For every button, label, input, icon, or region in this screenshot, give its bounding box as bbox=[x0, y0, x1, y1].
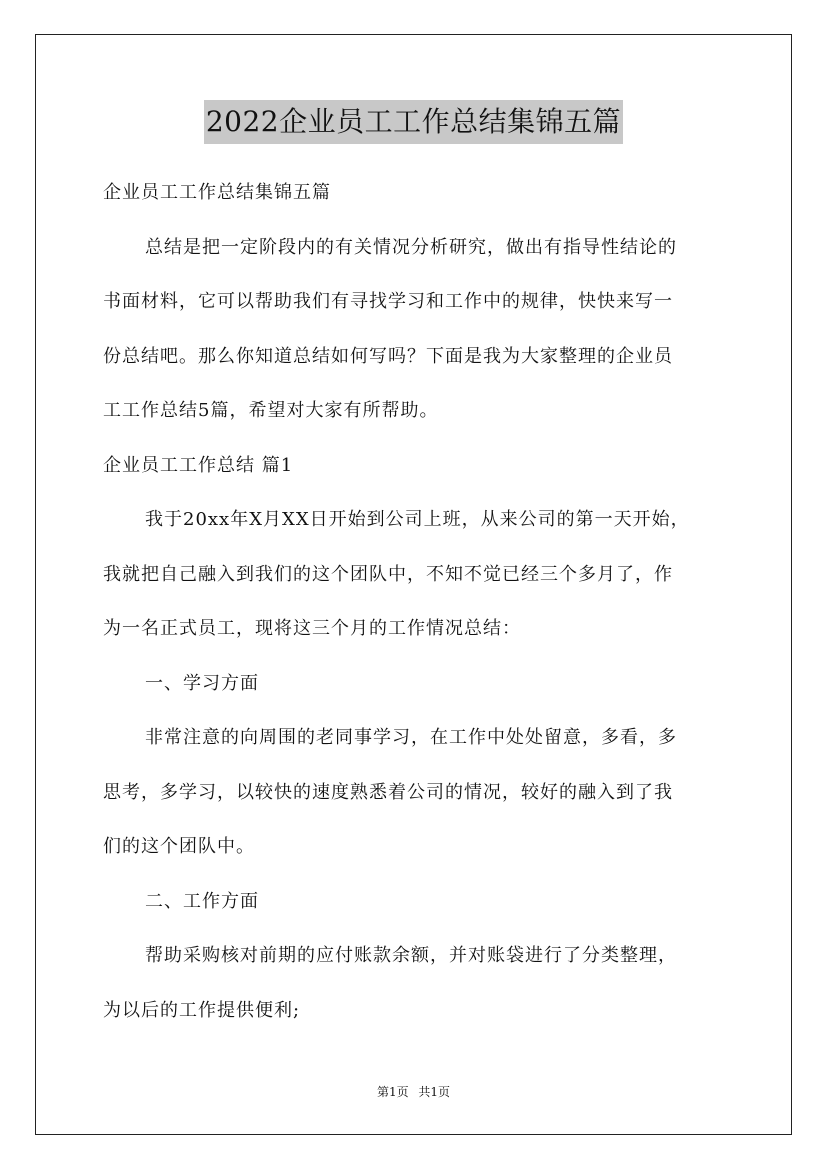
paragraph-line: 为以后的工作提供便利; bbox=[103, 1000, 301, 1021]
paragraph-line: 为一名正式员工，现将这三个月的工作情况总结： bbox=[103, 618, 521, 639]
paragraph-line: 们的这个团队中。 bbox=[103, 836, 255, 857]
section-heading: 企业员工工作总结 篇1 bbox=[103, 455, 294, 476]
subtitle-line: 企业员工工作总结集锦五篇 bbox=[103, 182, 331, 203]
page-footer bbox=[0, 1084, 827, 1100]
page-total: 共1页 bbox=[418, 1085, 451, 1099]
paragraph-line: 非常注意的向周围的老同事学习，在工作中处处留意，多看，多 bbox=[145, 727, 677, 748]
subsection-heading: 二、工作方面 bbox=[145, 891, 259, 912]
paragraph-line: 总结是把一定阶段内的有关情况分析研究，做出有指导性结论的 bbox=[145, 237, 677, 258]
document-title: 2022企业员工工作总结集锦五篇 bbox=[204, 100, 623, 144]
title-container bbox=[0, 100, 827, 144]
paragraph-line: 我就把自己融入到我们的这个团队中，不知不觉已经三个多月了，作 bbox=[103, 564, 673, 585]
paragraph-line: 帮助采购核对前期的应付账款余额，并对账袋进行了分类整理， bbox=[145, 945, 677, 966]
paragraph-line: 书面材料，它可以帮助我们有寻找学习和工作中的规律，快快来写一 bbox=[103, 291, 673, 312]
paragraph-line: 份总结吧。那么你知道总结如何写吗？下面是我为大家整理的企业员 bbox=[103, 346, 673, 367]
subsection-heading: 一、学习方面 bbox=[145, 673, 259, 694]
paragraph-line: 我于20xx年X月XX日开始到公司上班，从来公司的第一天开始， bbox=[145, 509, 690, 530]
paragraph-line: 工工作总结5篇，希望对大家有所帮助。 bbox=[103, 400, 439, 421]
paragraph-line: 思考，多学习，以较快的速度熟悉着公司的情况，较好的融入到了我 bbox=[103, 782, 673, 803]
page-number: 第1页 bbox=[376, 1085, 409, 1099]
